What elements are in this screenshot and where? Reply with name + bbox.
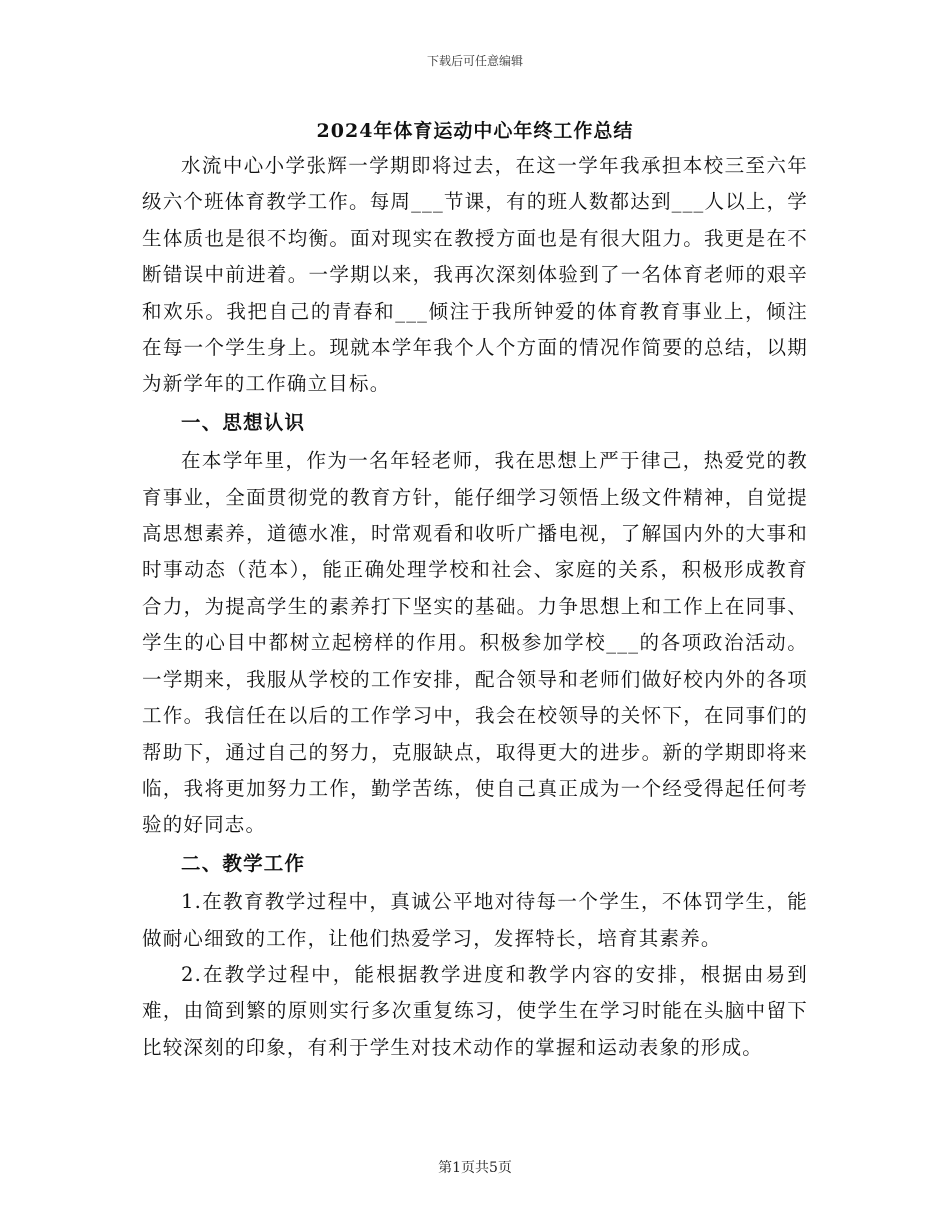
document-title: 2024年体育运动中心年终工作总结 [316,120,634,142]
section-heading-thought: 一、思想认识 [181,410,306,434]
teaching-item-1: 1.在教育教学过程中，真诚公平地对待每一个学生，不体罚学生，能做耐心细致的工作，让他们热爱学习，发挥特长，培育其素养。 [142,890,808,950]
thought-paragraph: 在本学年里，作为一名年轻老师，我在思想上严于律己，热爱党的教育事业，全面贯彻党的教育方针，能仔细学习领悟上级文件精神，自觉提高思想素养，道德水准，时常观看和收听广播电视，了解国内外的大事和时事动态（范本），能正确处理学校和社会、家庭的关系，积极形成教育合力，为提高学生的素养打下坚实的基础。力争思想上和工作上在同事、学生的心目中都树立起榜样的作用。积极参加学校___的各项政治活动。一学期来，我服从学校的工作安排，配合领导和老师们做好校内外的各项工作。我信任在以后的工作学习中，我会在校领导的关怀下，在同事们的帮助下，通过自己的努力，克服缺点，取得更大的进步。新的学期即将来临，我将更加努力工作，勤学苦练，使自己真正成为一个经受得起任何考验的好同志。 [142,449,808,837]
section-heading-teaching: 二、教学工作 [181,851,306,875]
teaching-item-2: 2.在教学过程中，能根据教学进度和教学内容的安排，根据由易到难，由简到繁的原则实行多次重复练习，使学生在学习时能在头脑中留下比较深刻的印象，有利于学生对技术动作的掌握和运动表象的形成。 [142,962,808,1059]
page-header-note: 下载后可任意编辑 [426,54,523,68]
page-number: 第1页共5页 [438,1160,512,1176]
intro-paragraph: 水流中心小学张辉一学期即将过去，在这一学年我承担本校三至六年级六个班体育教学工作。每周___节课，有的班人数都达到___人以上，学生体质也是很不均衡。面对现实在教授方面也是有很大阻力。我更是在不断错误中前进着。一学期以来，我再次深刻体验到了一名体育老师的艰辛和欢乐。我把自己的青春和___倾注于我所钟爱的体育教育事业上，倾注在每一个学生身上。现就本学年我个人个方面的情况作简要的总结，以期为新学年的工作确立目标。 [142,154,809,396]
document-body [142,148,808,1066]
